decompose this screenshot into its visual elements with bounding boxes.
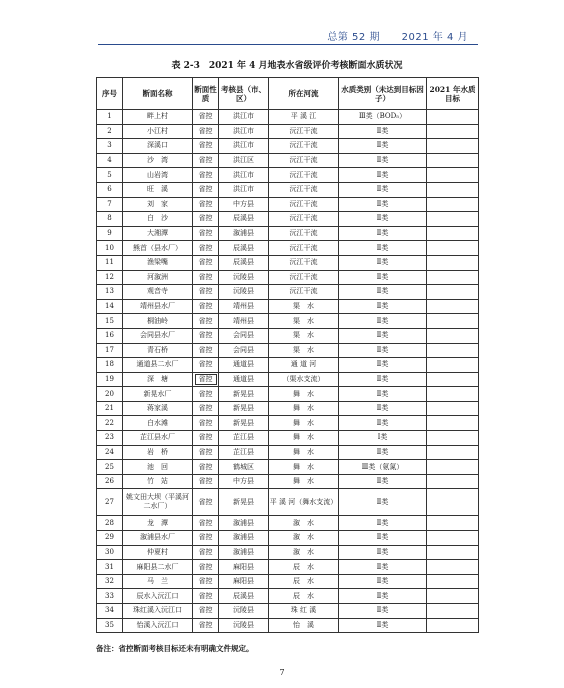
table-row [97, 358, 479, 373]
table-cell: Ⅱ类 [339, 445, 427, 460]
table-cell: 溆 水 [269, 531, 339, 546]
table-cell: 洪江市 [219, 182, 269, 197]
issue-date: 2021 年 4 月 [401, 32, 468, 43]
table-cell [427, 460, 479, 475]
table-cell: 旺 溪 [123, 182, 193, 197]
table-cell: 怡 溪 [269, 618, 339, 633]
table-row [97, 197, 479, 212]
table-cell [427, 604, 479, 619]
page-number: 7 [279, 668, 285, 677]
table-cell: 沅江干流 [269, 153, 339, 168]
table-cell: 29 [97, 531, 123, 546]
table-cell: 省控 [193, 387, 219, 402]
table-cell [427, 489, 479, 516]
table-cell: 新晃县 [219, 401, 269, 416]
table-cell: 6 [97, 182, 123, 197]
running-header [309, 28, 468, 43]
table-cell: 中方县 [219, 197, 269, 212]
table-cell: 溆 水 [269, 545, 339, 560]
table-cell: Ⅱ类 [339, 531, 427, 546]
col-header: 序号 [97, 78, 123, 110]
table-row [97, 416, 479, 431]
table-cell: 24 [97, 445, 123, 460]
table-cell: 省控 [193, 531, 219, 546]
table-cell: 溆 水 [269, 516, 339, 531]
table-row [97, 401, 479, 416]
header-rule [98, 44, 478, 45]
table-cell: Ⅰ类 [339, 431, 427, 446]
table-cell: 辰溪县 [219, 241, 269, 256]
table-cell: Ⅱ类 [339, 474, 427, 489]
table-cell: 沅江干流 [269, 226, 339, 241]
table-cell: 观音寺 [123, 285, 193, 300]
table-row [97, 153, 479, 168]
table-cell: 芷江县 [219, 431, 269, 446]
table-cell: Ⅱ类 [339, 226, 427, 241]
table-cell [427, 139, 479, 154]
table-cell: 27 [97, 489, 123, 516]
table-cell: 新晃县 [219, 489, 269, 516]
table-cell: 沅江干流 [269, 124, 339, 139]
table-cell: 沅江干流 [269, 212, 339, 227]
table-cell: 辰 水 [269, 560, 339, 575]
col-header: 断面性质 [193, 78, 219, 110]
table-cell: 平 溪 江 [269, 110, 339, 125]
table-cell: 25 [97, 460, 123, 475]
table-cell: 深 塘 [123, 372, 193, 387]
table-cell: Ⅱ类 [339, 314, 427, 329]
table-row [97, 589, 479, 604]
table-cell: 省控 [193, 241, 219, 256]
table-cell: 小江村 [123, 124, 193, 139]
table-cell: 舞 水 [269, 387, 339, 402]
table-cell: 会同县水厂 [123, 328, 193, 343]
table-cell: 15 [97, 314, 123, 329]
table-cell: 14 [97, 299, 123, 314]
col-header: 考核县（市、区） [219, 78, 269, 110]
table-cell: 省控 [193, 560, 219, 575]
table-row [97, 460, 479, 475]
table-row [97, 226, 479, 241]
table-cell: 新晃县 [219, 387, 269, 402]
table-cell: 沅陵县 [219, 604, 269, 619]
col-header: 2021 年水质目标 [427, 78, 479, 110]
table-cell: 省控 [193, 197, 219, 212]
table-row [97, 560, 479, 575]
table-cell: 26 [97, 474, 123, 489]
table-cell: 渠 水 [269, 299, 339, 314]
table-cell: Ⅲ类（氨氮） [339, 460, 427, 475]
table-cell: 白水滩 [123, 416, 193, 431]
table-cell: 20 [97, 387, 123, 402]
table-cell: 河溆洲 [123, 270, 193, 285]
table-cell: 22 [97, 416, 123, 431]
table-cell: 鹤城区 [219, 460, 269, 475]
table-cell: 省控 [193, 618, 219, 633]
table-cell: 19 [97, 372, 123, 387]
table-cell: 溆浦县 [219, 226, 269, 241]
table-row [97, 110, 479, 125]
table-cell: 舞 水 [269, 474, 339, 489]
issue-number: 总第 52 期 [327, 32, 380, 43]
table-row [97, 372, 479, 387]
table-row [97, 474, 479, 489]
table-cell: Ⅱ类 [339, 270, 427, 285]
table-cell: Ⅱ类 [339, 560, 427, 575]
table-cell: Ⅱ类 [339, 182, 427, 197]
table-cell [427, 241, 479, 256]
table-cell: 洪江市 [219, 168, 269, 183]
table-cell [427, 124, 479, 139]
col-header: 断面名称 [123, 78, 193, 110]
table-cell: Ⅱ类 [339, 401, 427, 416]
table-cell: 省控 [193, 489, 219, 516]
table-cell: 5 [97, 168, 123, 183]
table-cell [427, 226, 479, 241]
table-cell: 洪江市 [219, 110, 269, 125]
table-cell: 沅江干流 [269, 168, 339, 183]
table-cell [427, 212, 479, 227]
table-cell: 通道县 [219, 372, 269, 387]
table-cell: 刘 家 [123, 197, 193, 212]
table-cell: 省控 [193, 474, 219, 489]
table-cell: 舞 水 [269, 401, 339, 416]
table-cell [427, 474, 479, 489]
table-cell: Ⅱ类 [339, 604, 427, 619]
table-cell: Ⅱ类 [339, 124, 427, 139]
table-cell: 28 [97, 516, 123, 531]
table-cell: 岩 桥 [123, 445, 193, 460]
table-row [97, 139, 479, 154]
table-cell: 溆浦县水厂 [123, 531, 193, 546]
table-cell: 沅江干流 [269, 197, 339, 212]
table-cell: 竹 站 [123, 474, 193, 489]
table-cell: 省控 [193, 212, 219, 227]
table-row [97, 168, 479, 183]
table-cell: 35 [97, 618, 123, 633]
table-cell: Ⅲ类（BOD₅） [339, 110, 427, 125]
table-cell: Ⅱ类 [339, 285, 427, 300]
table-header-row [97, 78, 479, 110]
table-cell: 省控 [193, 431, 219, 446]
table-cell: 姚文田大坝（平溪河二水厂） [123, 489, 193, 516]
table-cell: 仲夏村 [123, 545, 193, 560]
table-row [97, 124, 479, 139]
table-cell: （渠水支流） [269, 372, 339, 387]
table-cell [427, 255, 479, 270]
table-cell [427, 285, 479, 300]
table-cell: 通 道 河 [269, 358, 339, 373]
table-cell [427, 197, 479, 212]
table-cell: 辰溪县 [219, 589, 269, 604]
table-cell: 溆浦县 [219, 545, 269, 560]
table-cell [427, 358, 479, 373]
table-cell: 洪江区 [219, 153, 269, 168]
table-cell: 沅陵县 [219, 285, 269, 300]
table-cell: 18 [97, 358, 123, 373]
table-cell: 省控 [193, 182, 219, 197]
table-cell: 10 [97, 241, 123, 256]
table-cell: 辰 水 [269, 589, 339, 604]
table-cell: 省控 [193, 299, 219, 314]
table-row [97, 604, 479, 619]
table-row [97, 328, 479, 343]
table-cell: Ⅱ类 [339, 212, 427, 227]
table-cell [427, 343, 479, 358]
table-cell: 新晃县 [219, 416, 269, 431]
table-cell: 溆浦县 [219, 531, 269, 546]
table-cell: 3 [97, 139, 123, 154]
table-cell: 渠 水 [269, 314, 339, 329]
table-row [97, 343, 479, 358]
table-cell: 靖州县 [219, 314, 269, 329]
table-cell: Ⅱ类 [339, 589, 427, 604]
table-cell: 省控 [193, 460, 219, 475]
table-cell: 省控 [193, 168, 219, 183]
table-cell: 省控 [193, 416, 219, 431]
table-cell: 舞 水 [269, 416, 339, 431]
table-cell [427, 516, 479, 531]
table-cell [427, 560, 479, 575]
table-cell: 渔梁嘴 [123, 255, 193, 270]
table-cell: 34 [97, 604, 123, 619]
table-cell: 舞 水 [269, 431, 339, 446]
table-cell: 洪江市 [219, 139, 269, 154]
table-row [97, 545, 479, 560]
table-cell [427, 328, 479, 343]
table-cell: 会同县 [219, 328, 269, 343]
table-cell: Ⅱ类 [339, 618, 427, 633]
table-cell: 23 [97, 431, 123, 446]
table-cell: Ⅱ类 [339, 343, 427, 358]
table-cell: Ⅱ类 [339, 241, 427, 256]
table-cell: 省控 [193, 285, 219, 300]
table-cell: 辰水入沅江口 [123, 589, 193, 604]
table-cell: 30 [97, 545, 123, 560]
table-title: 表 2-3 2021 年 4 月地表水省级评价考核断面水质状况 [171, 61, 403, 71]
table-cell: 省控 [193, 574, 219, 589]
table-cell: 沅江干流 [269, 285, 339, 300]
table-row [97, 255, 479, 270]
table-cell: Ⅱ类 [339, 139, 427, 154]
table-cell: 33 [97, 589, 123, 604]
table-row [97, 182, 479, 197]
table-cell: 新晃水厂 [123, 387, 193, 402]
table-row [97, 314, 479, 329]
table-row [97, 618, 479, 633]
table-cell: 麻阳县 [219, 560, 269, 575]
table-cell: 21 [97, 401, 123, 416]
col-header: 所在河流 [269, 78, 339, 110]
table-cell: Ⅱ类 [339, 416, 427, 431]
table-cell: 省控 [193, 516, 219, 531]
table-cell: 沅江干流 [269, 241, 339, 256]
table-row [97, 241, 479, 256]
table-cell [427, 314, 479, 329]
table-cell: 13 [97, 285, 123, 300]
table-cell: 2 [97, 124, 123, 139]
table-row [97, 489, 479, 516]
table-row [97, 574, 479, 589]
table-row [97, 387, 479, 402]
table-cell: 沅江干流 [269, 139, 339, 154]
table-cell: 深溪口 [123, 139, 193, 154]
table-cell: Ⅱ类 [339, 372, 427, 387]
table-cell: 芷江县 [219, 445, 269, 460]
table-row [97, 445, 479, 460]
table-row [97, 212, 479, 227]
table-cell: Ⅱ类 [339, 358, 427, 373]
table-row [97, 285, 479, 300]
table-cell [427, 168, 479, 183]
table-cell [427, 531, 479, 546]
table-cell: 省控 [193, 328, 219, 343]
table-cell: 省控 [193, 270, 219, 285]
table-cell: 8 [97, 212, 123, 227]
table-cell: 马 兰 [123, 574, 193, 589]
table-cell: 大湘潭 [123, 226, 193, 241]
table-cell: Ⅱ类 [339, 299, 427, 314]
table-cell [427, 431, 479, 446]
table-cell: 省控 [193, 372, 219, 387]
table-cell: 通道县 [219, 358, 269, 373]
table-cell [427, 618, 479, 633]
table-cell: Ⅱ类 [339, 197, 427, 212]
table-cell: 洪江市 [219, 124, 269, 139]
table-cell: 中方县 [219, 474, 269, 489]
table-cell: 省控 [193, 358, 219, 373]
table-cell [427, 372, 479, 387]
table-cell: 通道县二水厂 [123, 358, 193, 373]
col-header: 水质类别（未达到目标因子） [339, 78, 427, 110]
table-cell: 青石桥 [123, 343, 193, 358]
table-cell: 沅江干流 [269, 255, 339, 270]
table-cell [427, 153, 479, 168]
table-cell: 溆浦县 [219, 516, 269, 531]
table-cell: 舞 水 [269, 445, 339, 460]
table-cell [427, 299, 479, 314]
table-cell: 省控 [193, 110, 219, 125]
table-cell: 怡溪入沅江口 [123, 618, 193, 633]
table-cell: 珠 红 溪 [269, 604, 339, 619]
table-cell [427, 445, 479, 460]
table-cell: 17 [97, 343, 123, 358]
table-cell: 4 [97, 153, 123, 168]
table-cell: Ⅱ类 [339, 489, 427, 516]
table-cell: 省控 [193, 343, 219, 358]
table-cell: 沅江干流 [269, 182, 339, 197]
table-cell: 畔上村 [123, 110, 193, 125]
table-cell: 32 [97, 574, 123, 589]
table-cell: 沙 湾 [123, 153, 193, 168]
table-cell: 靖州县 [219, 299, 269, 314]
table-cell: Ⅱ类 [339, 328, 427, 343]
table-cell: 辰溪县 [219, 212, 269, 227]
table-cell: 珠红溪入沅江口 [123, 604, 193, 619]
table-row [97, 431, 479, 446]
table-cell: 省控 [193, 153, 219, 168]
table-cell [427, 589, 479, 604]
table-cell: 9 [97, 226, 123, 241]
table-cell: Ⅱ类 [339, 255, 427, 270]
table-cell: 省控 [193, 604, 219, 619]
table-row [97, 299, 479, 314]
table-cell: 1 [97, 110, 123, 125]
table-cell: 沅陵县 [219, 618, 269, 633]
table-cell: Ⅱ类 [339, 153, 427, 168]
table-cell: 7 [97, 197, 123, 212]
table-cell: 渠 水 [269, 328, 339, 343]
table-cell [427, 416, 479, 431]
table-cell: 省控 [193, 589, 219, 604]
table-cell: 龙 潭 [123, 516, 193, 531]
table-cell: 辰溪县 [219, 255, 269, 270]
table-cell: Ⅱ类 [339, 516, 427, 531]
table-cell: 辰 水 [269, 574, 339, 589]
table-cell: 平 溪 河（舞水支流） [269, 489, 339, 516]
table-cell: Ⅱ类 [339, 387, 427, 402]
table-cell [427, 545, 479, 560]
table-cell: 省控 [193, 401, 219, 416]
table-cell: 熊首（县水厂） [123, 241, 193, 256]
table-row [97, 531, 479, 546]
table-cell: 31 [97, 560, 123, 575]
table-cell [427, 270, 479, 285]
table-cell: 麻阳县 [219, 574, 269, 589]
table-cell: 舞 水 [269, 460, 339, 475]
water-quality-table [96, 77, 479, 633]
table-cell: 省控 [193, 255, 219, 270]
table-cell: 靖州县水厂 [123, 299, 193, 314]
table-cell: Ⅱ类 [339, 545, 427, 560]
table-cell: 会同县 [219, 343, 269, 358]
table-cell [427, 387, 479, 402]
table-cell: 沅陵县 [219, 270, 269, 285]
table-cell [427, 110, 479, 125]
table-row [97, 270, 479, 285]
table-cell: 池 回 [123, 460, 193, 475]
table-cell: Ⅱ类 [339, 574, 427, 589]
table-cell [427, 574, 479, 589]
table-cell: 省控 [193, 139, 219, 154]
table-cell: 渠 水 [269, 343, 339, 358]
table-row [97, 516, 479, 531]
table-cell: 白 沙 [123, 212, 193, 227]
table-cell: 山岩湾 [123, 168, 193, 183]
table-cell: 省控 [193, 445, 219, 460]
table-cell: 16 [97, 328, 123, 343]
table-cell [427, 401, 479, 416]
table-cell [427, 182, 479, 197]
table-cell: 麻阳县二水厂 [123, 560, 193, 575]
table-cell: 11 [97, 255, 123, 270]
table-cell: 省控 [193, 314, 219, 329]
table-cell: 省控 [193, 545, 219, 560]
table-note: 备注：省控断面考核目标还未有明确文件规定。 [96, 644, 254, 653]
table-cell: 省控 [193, 124, 219, 139]
table-cell: 12 [97, 270, 123, 285]
table-cell: 桐油岭 [123, 314, 193, 329]
table-cell: 沅江干流 [269, 270, 339, 285]
table-cell: 省控 [193, 226, 219, 241]
table-cell: Ⅱ类 [339, 168, 427, 183]
table-cell: 芷江县水厂 [123, 431, 193, 446]
table-cell: 蒋家溪 [123, 401, 193, 416]
